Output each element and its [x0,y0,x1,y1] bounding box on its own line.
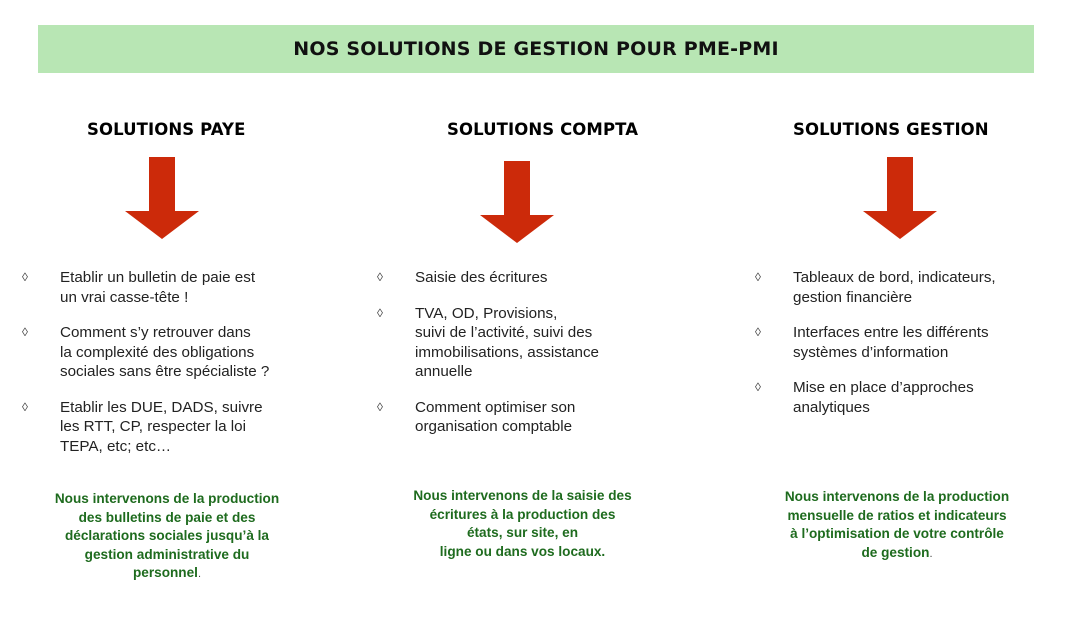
diamond-bullet-icon: ◊ [755,270,761,284]
list-item [377,268,697,288]
item-text: Tableaux de bord, indicateurs, gestion financière [793,269,996,306]
footer-gestion [748,488,1046,563]
list-item [377,304,697,382]
item-text: Comment optimiser son organisation comptable [415,398,576,435]
footer-text: Nous intervenons de la saisie des écritures à la production des états, sur site, en ligne ou dans vos locaux. [413,488,632,559]
diamond-bullet-icon: ◊ [377,270,383,284]
list-item [22,323,342,382]
footer-compta [370,487,675,562]
diamond-bullet-icon: ◊ [755,325,761,339]
title-banner [38,25,1034,73]
footer-tail: . [929,547,933,560]
footer-text: Nous intervenons de la production mensuelle de ratios et indicateurs à l’optimisation de votre contrôle de gestion [784,489,1010,560]
down-arrow-icon [125,157,199,239]
column-title-compta: SOLUTIONS COMPTA [447,120,639,139]
list-item [22,268,342,307]
diamond-bullet-icon: ◊ [22,325,28,339]
down-arrow-icon [480,161,554,243]
item-text: TVA, OD, Provisions, suivi de l’activité, suivi des immobilisations, assistance annuelle [415,304,600,380]
item-text: Saisie des écritures [415,269,548,286]
list-item [755,323,1075,362]
item-list-paye [22,268,342,472]
item-text: Mise en place d’approches analytiques [793,379,974,416]
item-text: Interfaces entre les différents systèmes d’information [793,324,989,361]
item-text: Comment s’y retrouver dans la complexité des obligations sociales sans être spécialiste ? [60,324,270,380]
list-item [755,268,1075,307]
column-title-gestion: SOLUTIONS GESTION [793,120,989,139]
column-title-paye: SOLUTIONS PAYE [87,120,246,139]
footer-text: Nous intervenons de la production des bulletins de paie et des déclarations sociales jusqu’à la gestion administrative du personnel [54,491,280,580]
item-list-compta [377,268,697,453]
footer-tail: . [197,568,202,580]
item-text: Etablir les DUE, DADS, suivre les RTT, CP, respecter la loi TEPA, etc; etc… [60,398,263,455]
diamond-bullet-icon: ◊ [22,270,28,284]
diamond-bullet-icon: ◊ [377,399,383,414]
diamond-bullet-icon: ◊ [22,399,28,414]
item-text: Etablir un bulletin de paie est un vrai casse-tête ! [60,269,256,306]
item-list-gestion [755,268,1075,433]
page-title: NOS SOLUTIONS DE GESTION POUR PME-PMI [293,38,779,60]
footer-paye [18,490,316,584]
list-item [755,378,1075,417]
list-item [22,398,342,457]
list-item [377,398,697,437]
diamond-bullet-icon: ◊ [755,380,761,394]
down-arrow-icon [863,157,937,239]
diamond-bullet-icon: ◊ [377,305,383,320]
